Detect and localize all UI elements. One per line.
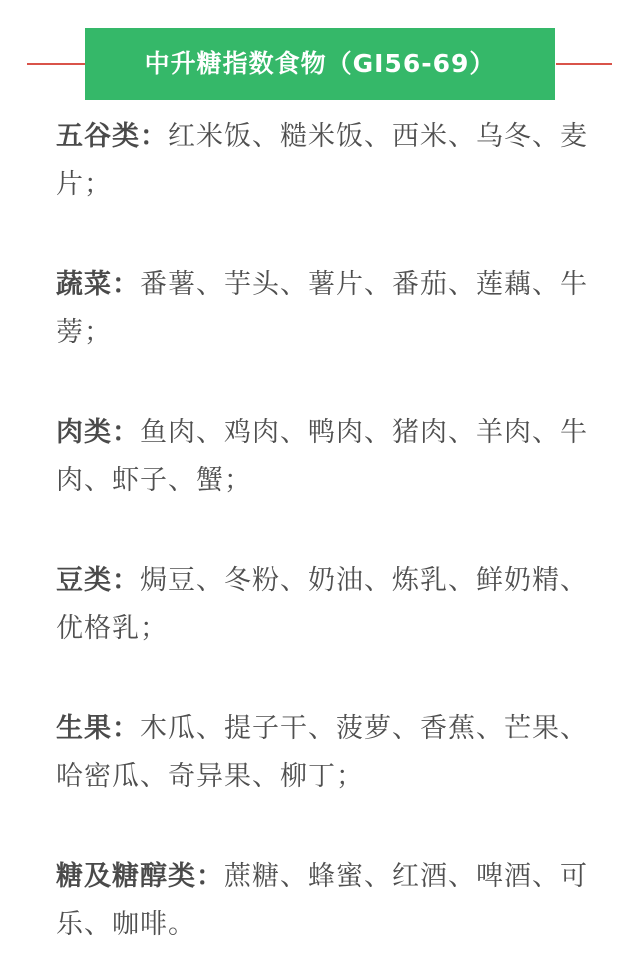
list-item-meat bbox=[56, 409, 592, 505]
category-label: 生果： bbox=[56, 713, 140, 744]
list-item-vegetables bbox=[56, 261, 592, 357]
category-items: 蔗糖、蜂蜜、红酒、啤酒、可乐、咖啡。 bbox=[56, 861, 588, 940]
list-item-sugars bbox=[56, 853, 592, 949]
banner-title: 中升糖指数食物（GI56-69） bbox=[144, 49, 496, 78]
category-label: 糖及糖醇类： bbox=[56, 861, 224, 892]
header-rule-left bbox=[27, 63, 85, 65]
header-banner bbox=[85, 28, 555, 100]
category-items: 焗豆、冬粉、奶油、炼乳、鲜奶精、优格乳； bbox=[56, 565, 588, 644]
food-list bbox=[56, 113, 592, 949]
list-item-beans bbox=[56, 557, 592, 653]
list-item-grains bbox=[56, 113, 592, 209]
category-items: 木瓜、提子干、菠萝、香蕉、芒果、哈密瓜、奇异果、柳丁； bbox=[56, 713, 588, 792]
category-label: 五谷类： bbox=[56, 121, 168, 152]
section-header bbox=[0, 28, 640, 100]
category-label: 蔬菜： bbox=[56, 269, 140, 300]
list-item-fruit bbox=[56, 705, 592, 801]
category-label: 豆类： bbox=[56, 565, 140, 596]
header-rule-right bbox=[556, 63, 612, 65]
category-label: 肉类： bbox=[56, 417, 140, 448]
category-items: 红米饭、糙米饭、西米、乌冬、麦片； bbox=[56, 121, 588, 200]
category-items: 鱼肉、鸡肉、鸭肉、猪肉、羊肉、牛肉、虾子、蟹； bbox=[56, 417, 588, 496]
category-items: 番薯、芋头、薯片、番茄、莲藕、牛蒡； bbox=[56, 269, 588, 348]
